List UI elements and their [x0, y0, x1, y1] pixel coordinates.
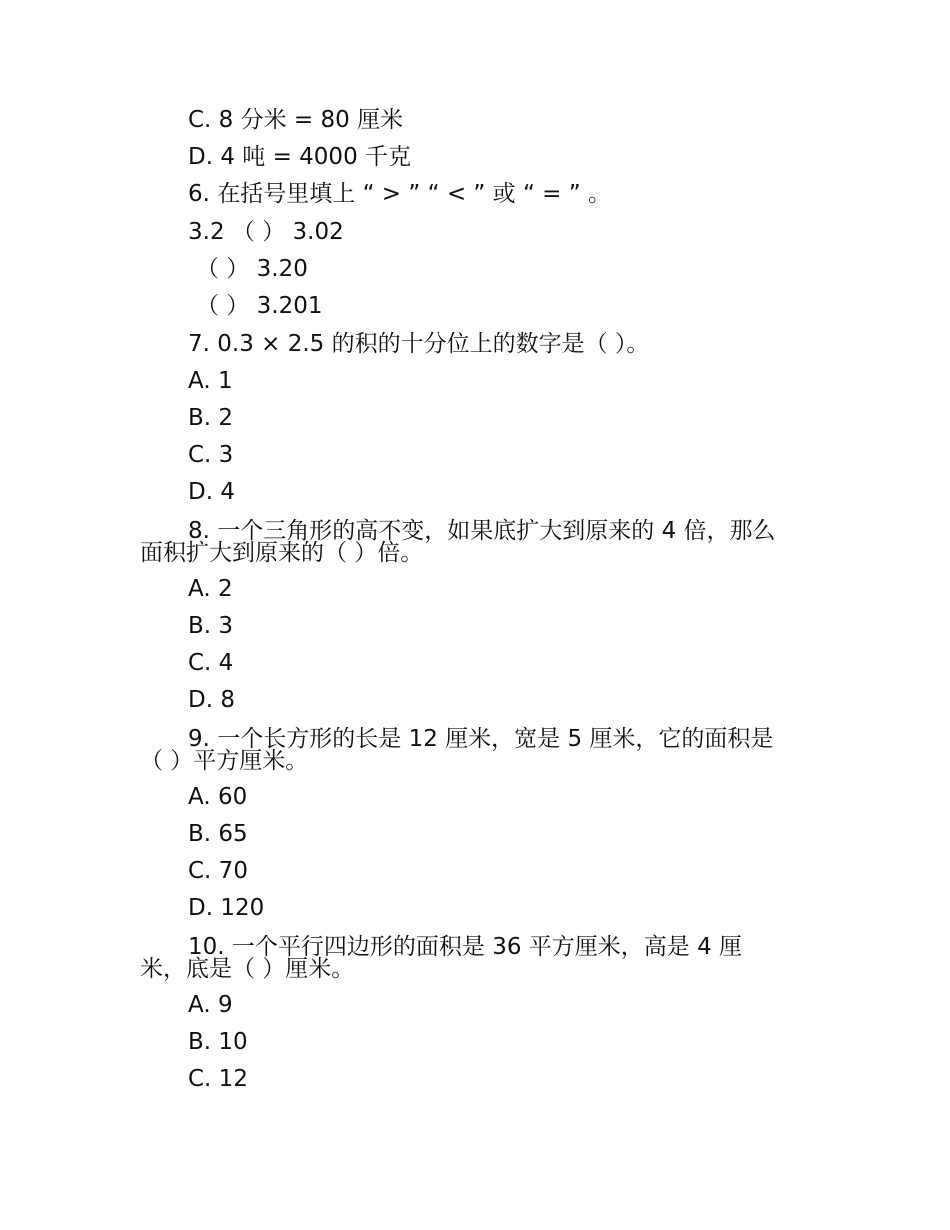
- option-d-q8: D. 8: [188, 687, 235, 713]
- question-6: 6. 在括号里填上 “ > ” “ < ” 或 “ = ” 。: [188, 181, 611, 207]
- option-b-q8: B. 3: [188, 613, 234, 639]
- question-9-line2: （ ）平方厘米。: [140, 748, 309, 774]
- option-d-q9: D. 120: [188, 895, 265, 921]
- question-10-line1: 10. 一个平行四边形的面积是 36 平方厘米，高是 4 厘: [188, 934, 743, 960]
- question-9-line1: 9. 一个长方形的长是 12 厘米，宽是 5 厘米，它的面积是: [188, 726, 774, 752]
- question-10: [140, 933, 820, 983]
- option-c-q10: C. 12: [188, 1066, 248, 1092]
- option-d-q5: D. 4 吨 = 4000 千克: [188, 144, 412, 170]
- option-c-q7: C. 3: [188, 442, 234, 468]
- option-b-q9: B. 65: [188, 821, 248, 847]
- comparison-2: （ ） 3.20: [196, 256, 308, 282]
- option-a-q7: A. 1: [188, 368, 233, 394]
- option-a-q8: A. 2: [188, 576, 233, 602]
- option-c-q9: C. 70: [188, 858, 248, 884]
- question-7: 7. 0.3 × 2.5 的积的十分位上的数字是（ ）。: [188, 331, 650, 357]
- question-8: [140, 517, 820, 567]
- question-10-line2: 米，底是（ ）厘米。: [140, 956, 355, 982]
- option-d-q7: D. 4: [188, 479, 235, 505]
- option-b-q10: B. 10: [188, 1029, 248, 1055]
- option-a-q9: A. 60: [188, 784, 248, 810]
- option-c-q5: C. 8 分米 = 80 厘米: [188, 107, 404, 133]
- option-a-q10: A. 9: [188, 992, 233, 1018]
- question-9: [140, 725, 820, 775]
- option-c-q8: C. 4: [188, 650, 234, 676]
- option-b-q7: B. 2: [188, 405, 234, 431]
- question-8-line1: 8. 一个三角形的高不变，如果底扩大到原来的 4 倍，那么: [188, 518, 776, 544]
- comparison-1: 3.2 （ ） 3.02: [188, 219, 344, 245]
- comparison-3: （ ） 3.201: [196, 293, 323, 319]
- question-8-line2: 面积扩大到原来的（ ）倍。: [140, 540, 424, 566]
